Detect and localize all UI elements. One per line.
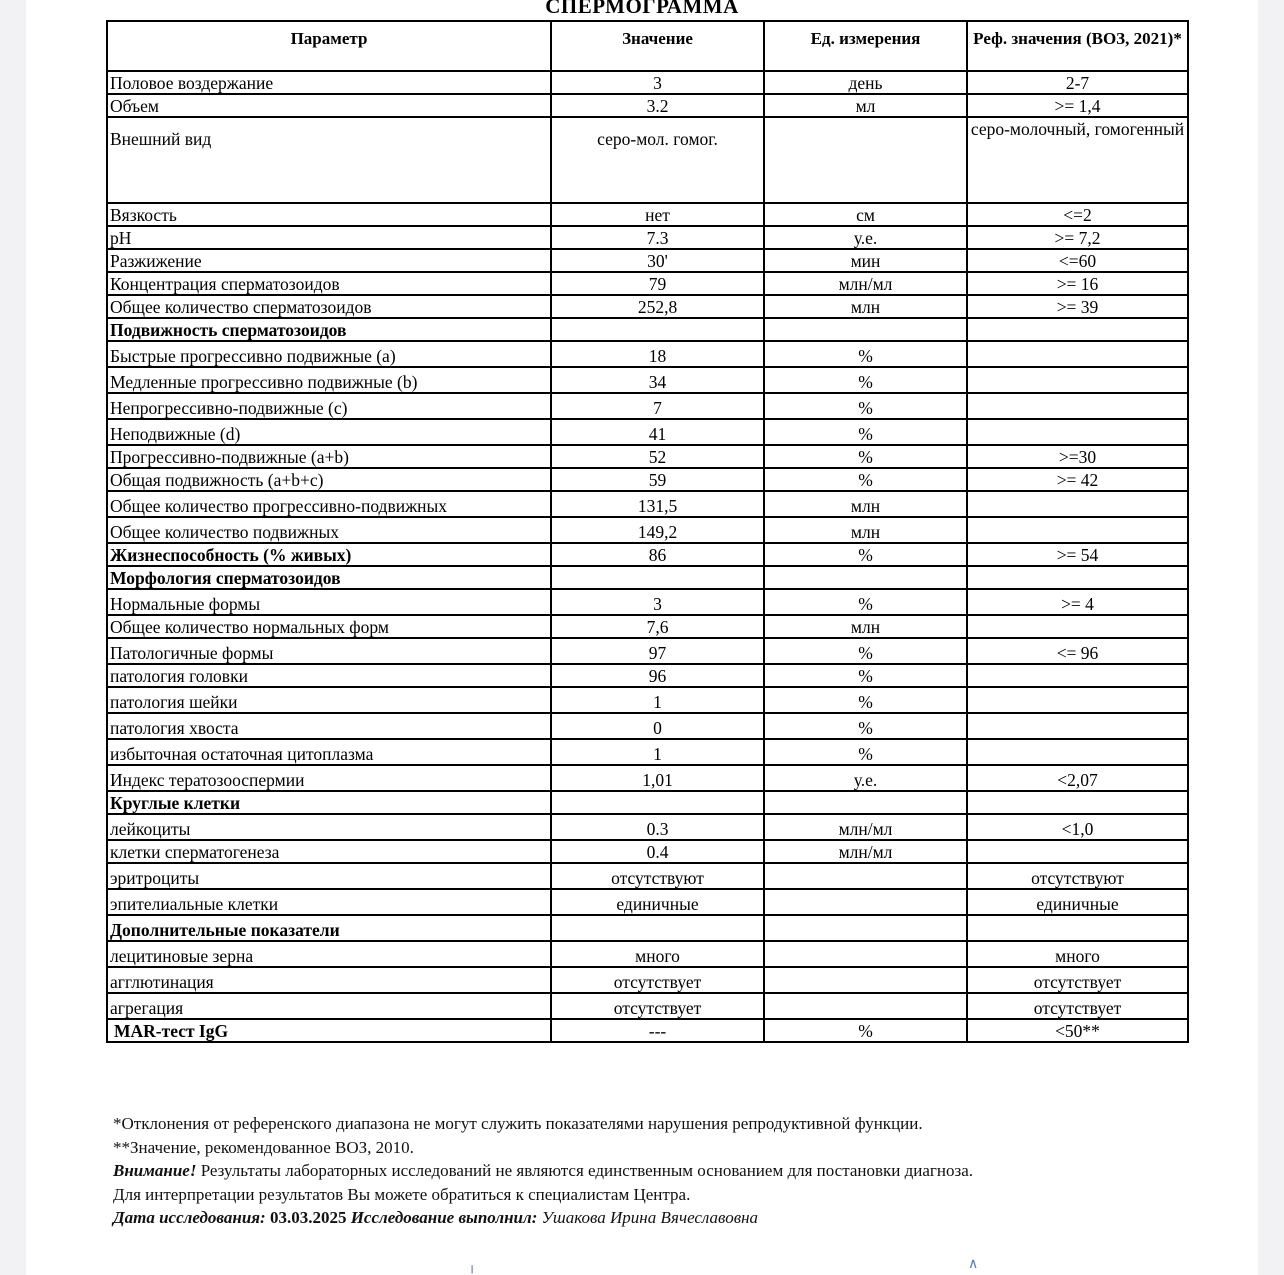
table-row — [107, 664, 1188, 687]
value-cell — [551, 915, 764, 941]
ref-cell — [967, 739, 1188, 765]
value-cell: 7.3 — [551, 226, 764, 249]
unit-cell — [764, 941, 967, 967]
ref-cell: <= 96 — [967, 638, 1188, 664]
table-row — [107, 226, 1188, 249]
value-cell: --- — [551, 1019, 764, 1042]
ref-cell: 2-7 — [967, 71, 1188, 94]
table-row — [107, 840, 1188, 863]
table-row — [107, 249, 1188, 272]
value-cell — [551, 318, 764, 341]
table-row — [107, 739, 1188, 765]
table-row — [107, 272, 1188, 295]
param-cell: Нормальные формы — [107, 589, 551, 615]
unit-cell: у.е. — [764, 226, 967, 249]
ref-cell — [967, 840, 1188, 863]
table-row — [107, 71, 1188, 94]
value-cell — [551, 791, 764, 814]
param-cell: Неподвижные (d) — [107, 419, 551, 445]
unit-cell: % — [764, 664, 967, 687]
param-cell: Вязкость — [107, 203, 551, 226]
param-cell: Общая подвижность (a+b+c) — [107, 468, 551, 491]
attention-text: Результаты лабораторных исследований не являются единственным основанием для постановки диагноза. — [196, 1161, 974, 1180]
value-cell — [551, 566, 764, 589]
param-cell: pH — [107, 226, 551, 249]
table-row — [107, 863, 1188, 889]
table-row — [107, 543, 1188, 566]
table-row — [107, 341, 1188, 367]
param-cell: Разжижение — [107, 249, 551, 272]
ref-cell — [967, 419, 1188, 445]
ref-cell: отсутствуют — [967, 863, 1188, 889]
ref-cell: <2,07 — [967, 765, 1188, 791]
table-row — [107, 295, 1188, 318]
table-row — [107, 814, 1188, 840]
value-cell: 96 — [551, 664, 764, 687]
param-cell: Медленные прогрессивно подвижные (b) — [107, 367, 551, 393]
param-cell: Непрогрессивно-подвижные (c) — [107, 393, 551, 419]
value-cell: отсутствует — [551, 967, 764, 993]
value-cell: 7 — [551, 393, 764, 419]
attention-line — [113, 1159, 973, 1183]
unit-cell: % — [764, 638, 967, 664]
footnote-who: **Значение, рекомендованное ВОЗ, 2010. — [113, 1137, 414, 1157]
unit-cell: % — [764, 341, 967, 367]
value-cell: 3.2 — [551, 94, 764, 117]
results-table — [106, 20, 1189, 1043]
performer-name: Ушакова Ирина Вячеславовна — [541, 1208, 759, 1227]
unit-cell — [764, 889, 967, 915]
param-cell: Быстрые прогрессивно подвижные (a) — [107, 341, 551, 367]
table-row — [107, 367, 1188, 393]
date-value: 03.03.2025 — [269, 1208, 347, 1227]
unit-cell: млн/мл — [764, 840, 967, 863]
param-cell: клетки сперматогенеза — [107, 840, 551, 863]
unit-cell: % — [764, 543, 967, 566]
ref-cell — [967, 566, 1188, 589]
param-cell: Объем — [107, 94, 551, 117]
param-cell: агрегация — [107, 993, 551, 1019]
table-row — [107, 941, 1188, 967]
header-reference: Реф. значения (ВОЗ, 2021)* — [967, 21, 1188, 71]
value-cell: 41 — [551, 419, 764, 445]
value-cell: 0 — [551, 713, 764, 739]
ref-cell: много — [967, 941, 1188, 967]
unit-cell: мл — [764, 94, 967, 117]
unit-cell: мин — [764, 249, 967, 272]
param-cell: эпителиальные клетки — [107, 889, 551, 915]
table-row — [107, 203, 1188, 226]
value-cell: 52 — [551, 445, 764, 468]
header-value: Значение — [551, 21, 764, 71]
section-row — [107, 566, 1188, 589]
ref-cell: <1,0 — [967, 814, 1188, 840]
value-cell: 149,2 — [551, 517, 764, 543]
unit-cell — [764, 791, 967, 814]
ref-cell — [967, 615, 1188, 638]
table-row — [107, 967, 1188, 993]
param-cell: MAR-тест IgG — [107, 1019, 551, 1042]
value-cell: 3 — [551, 71, 764, 94]
ref-cell: <50** — [967, 1019, 1188, 1042]
table-row — [107, 1019, 1188, 1042]
ref-cell — [967, 393, 1188, 419]
table-row — [107, 765, 1188, 791]
value-cell: 97 — [551, 638, 764, 664]
value-cell: 3 — [551, 589, 764, 615]
table-row — [107, 419, 1188, 445]
param-cell: Патологичные формы — [107, 638, 551, 664]
value-cell: серо-мол. гомог. — [551, 117, 764, 203]
ref-cell — [967, 367, 1188, 393]
signature-line — [113, 1206, 973, 1230]
ref-cell — [967, 915, 1188, 941]
unit-cell: % — [764, 419, 967, 445]
param-cell: патология шейки — [107, 687, 551, 713]
param-cell: Индекс тератозооспермии — [107, 765, 551, 791]
table-row — [107, 638, 1188, 664]
table-row — [107, 713, 1188, 739]
ref-cell: >= 39 — [967, 295, 1188, 318]
interpretation-line: Для интерпретации результатов Вы можете обратиться к специалистам Центра. — [113, 1184, 691, 1204]
value-cell: много — [551, 941, 764, 967]
value-cell: отсутствуют — [551, 863, 764, 889]
footnote-reference: *Отклонения от референского диапазона не могут служить показателями нарушения репродуктивной функции. — [113, 1114, 923, 1133]
unit-cell: % — [764, 713, 967, 739]
table-row — [107, 445, 1188, 468]
param-cell: Прогрессивно-подвижные (a+b) — [107, 445, 551, 468]
value-cell: 7,6 — [551, 615, 764, 638]
ref-cell — [967, 491, 1188, 517]
ref-cell — [967, 517, 1188, 543]
section-row — [107, 915, 1188, 941]
unit-cell: % — [764, 393, 967, 419]
ref-cell — [967, 318, 1188, 341]
value-cell: 34 — [551, 367, 764, 393]
value-cell: нет — [551, 203, 764, 226]
cursor-mark-icon: ╷ — [468, 1258, 477, 1274]
ref-cell: отсутствует — [967, 967, 1188, 993]
value-cell: 59 — [551, 468, 764, 491]
param-cell: Общее количество нормальных форм — [107, 615, 551, 638]
unit-cell: см — [764, 203, 967, 226]
value-cell: 18 — [551, 341, 764, 367]
unit-cell: млн/мл — [764, 272, 967, 295]
unit-cell: день — [764, 71, 967, 94]
param-cell: лецитиновые зерна — [107, 941, 551, 967]
value-cell: 86 — [551, 543, 764, 566]
page-title: СПЕРМОГРАММА — [545, 0, 739, 18]
ref-cell: <=2 — [967, 203, 1188, 226]
section-heading: Дополнительные показатели — [107, 915, 551, 941]
ref-cell: >= 16 — [967, 272, 1188, 295]
unit-cell — [764, 967, 967, 993]
table-row — [107, 393, 1188, 419]
table-row — [107, 615, 1188, 638]
unit-cell: у.е. — [764, 765, 967, 791]
value-cell: 1 — [551, 739, 764, 765]
table-row — [107, 491, 1188, 517]
date-label: Дата исследования: — [113, 1208, 266, 1227]
header-parameter: Параметр — [107, 21, 551, 71]
value-cell: 0.3 — [551, 814, 764, 840]
unit-cell: % — [764, 1019, 967, 1042]
ref-cell: >= 7,2 — [967, 226, 1188, 249]
value-cell: 252,8 — [551, 295, 764, 318]
unit-cell — [764, 863, 967, 889]
unit-cell: млн — [764, 491, 967, 517]
ref-cell — [967, 341, 1188, 367]
table-row — [107, 687, 1188, 713]
table-row — [107, 517, 1188, 543]
unit-cell: % — [764, 468, 967, 491]
ref-cell: >= 1,4 — [967, 94, 1188, 117]
param-cell: эритроциты — [107, 863, 551, 889]
ref-cell: отсутствует — [967, 993, 1188, 1019]
param-cell: лейкоциты — [107, 814, 551, 840]
ref-cell — [967, 687, 1188, 713]
param-cell: патология хвоста — [107, 713, 551, 739]
value-cell: 0.4 — [551, 840, 764, 863]
param-cell: агглютинация — [107, 967, 551, 993]
unit-cell: млн — [764, 517, 967, 543]
value-cell: 1 — [551, 687, 764, 713]
section-row — [107, 318, 1188, 341]
unit-cell — [764, 915, 967, 941]
performer-label: Исследование выполнил: — [350, 1208, 538, 1227]
unit-cell: % — [764, 589, 967, 615]
unit-cell: млн/мл — [764, 814, 967, 840]
caret-up-icon: ∧ — [968, 1256, 979, 1272]
table-row — [107, 993, 1188, 1019]
value-cell: единичные — [551, 889, 764, 915]
param-cell: Половое воздержание — [107, 71, 551, 94]
value-cell: 131,5 — [551, 491, 764, 517]
ref-cell — [967, 713, 1188, 739]
unit-cell: млн — [764, 615, 967, 638]
ref-cell: >= 4 — [967, 589, 1188, 615]
value-cell: отсутствует — [551, 993, 764, 1019]
param-cell: Жизнеспособность (% живых) — [107, 543, 551, 566]
table-row — [107, 117, 1188, 203]
param-cell: Концентрация сперматозоидов — [107, 272, 551, 295]
header-unit: Ед. измерения — [764, 21, 967, 71]
ref-cell — [967, 791, 1188, 814]
table-row — [107, 468, 1188, 491]
ref-cell: <=60 — [967, 249, 1188, 272]
ref-cell: серо-молочный, гомогенный — [967, 117, 1188, 203]
ref-cell: >=30 — [967, 445, 1188, 468]
table-row — [107, 94, 1188, 117]
section-row — [107, 791, 1188, 814]
param-cell: Общее количество подвижных — [107, 517, 551, 543]
ref-cell: >= 54 — [967, 543, 1188, 566]
value-cell: 79 — [551, 272, 764, 295]
table-row — [107, 589, 1188, 615]
unit-cell: млн — [764, 295, 967, 318]
unit-cell — [764, 117, 967, 203]
ref-cell — [967, 664, 1188, 687]
value-cell: 30' — [551, 249, 764, 272]
unit-cell: % — [764, 367, 967, 393]
table-row — [107, 889, 1188, 915]
unit-cell — [764, 318, 967, 341]
param-cell: избыточная остаточная цитоплазма — [107, 739, 551, 765]
section-heading: Круглые клетки — [107, 791, 551, 814]
param-cell: Внешний вид — [107, 117, 551, 203]
footnotes — [113, 1112, 973, 1230]
section-heading: Морфология сперматозоидов — [107, 566, 551, 589]
attention-label: Внимание! — [113, 1161, 197, 1180]
param-cell: Общее количество прогрессивно-подвижных — [107, 491, 551, 517]
unit-cell — [764, 993, 967, 1019]
ref-cell: единичные — [967, 889, 1188, 915]
unit-cell: % — [764, 739, 967, 765]
unit-cell: % — [764, 687, 967, 713]
param-cell: патология головки — [107, 664, 551, 687]
unit-cell — [764, 566, 967, 589]
section-heading: Подвижность сперматозоидов — [107, 318, 551, 341]
value-cell: 1,01 — [551, 765, 764, 791]
param-cell: Общее количество сперматозоидов — [107, 295, 551, 318]
unit-cell: % — [764, 445, 967, 468]
ref-cell: >= 42 — [967, 468, 1188, 491]
